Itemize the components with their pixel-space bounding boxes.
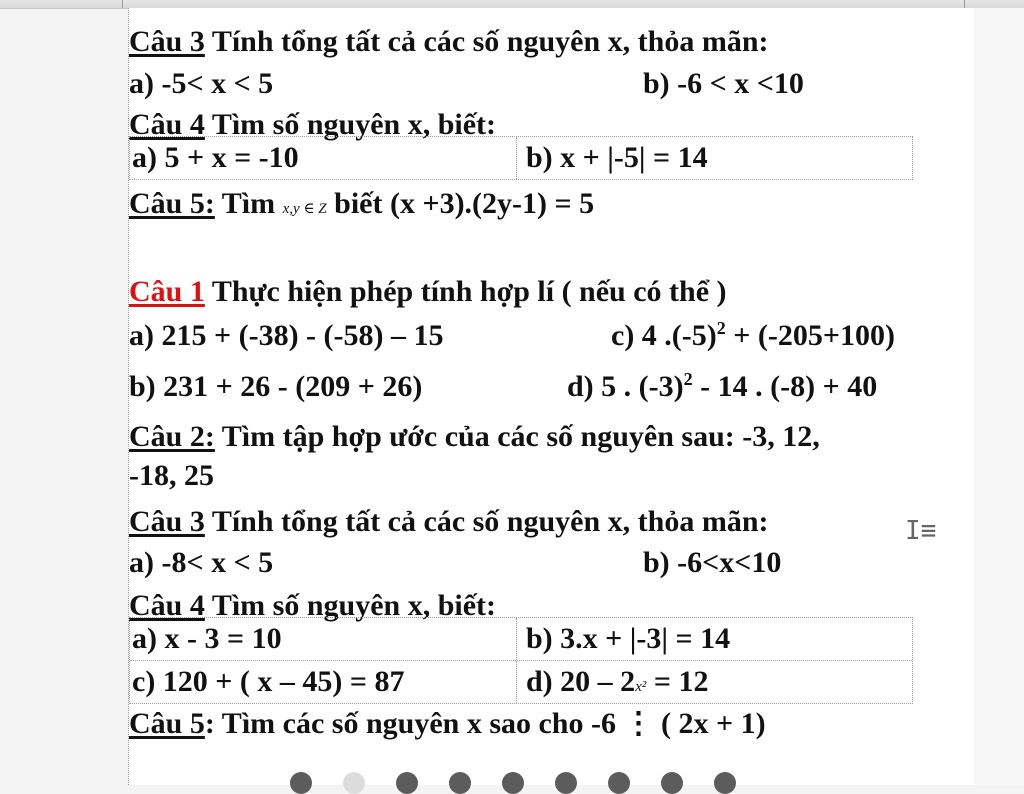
question-label: Câu 4 — [129, 589, 205, 622]
question-text: -18, 25 — [129, 459, 214, 492]
table-cell-a: a) x - 3 = 10 — [132, 622, 282, 655]
question-5 — [129, 706, 766, 742]
option-a: a) 215 + (-38) - (-58) – 15 — [129, 319, 444, 352]
option-b: b) 231 + 26 - (209 + 26) — [129, 370, 423, 403]
question-label: Câu 3 — [129, 505, 205, 538]
page-dot[interactable] — [343, 772, 365, 794]
document-page[interactable] — [128, 8, 975, 785]
page-dot[interactable] — [555, 772, 577, 794]
ruler-marker[interactable] — [964, 0, 965, 8]
option-b: b) -6<x<10 — [643, 546, 782, 579]
page-dot[interactable] — [396, 772, 418, 794]
option-a: a) -8< x < 5 — [129, 546, 274, 579]
question-text: Thực hiện phép tính hợp lí ( nếu có thể ) — [204, 275, 727, 308]
text-cursor-icon: I≡ — [905, 516, 937, 546]
question-5-top — [129, 186, 594, 227]
table-row — [130, 618, 912, 660]
question-label: Câu 4 — [129, 108, 205, 141]
page-dot[interactable] — [714, 772, 736, 794]
question-text: Tính tổng tất cả các số nguyên x, thỏa mãn: — [204, 25, 769, 58]
page-dot[interactable] — [290, 772, 312, 794]
question-1-row-2 — [129, 369, 878, 405]
table-cell-b: b) x + |-5| = 14 — [526, 141, 708, 174]
question-text: Tìm tập hợp ước của các số nguyên sau: -3, 12, — [214, 420, 820, 453]
table-cell-c: c) 120 + ( x – 45) = 87 — [132, 665, 405, 698]
option-b: b) -6 < x <10 — [643, 67, 804, 100]
option-d: d) 5 . $(-3)^2 - 14$ . (-8) + 40 — [567, 369, 878, 403]
table-cell-a: a) 5 + x = -10 — [132, 141, 299, 174]
table-row — [130, 660, 912, 703]
question-1 — [129, 274, 727, 310]
option-a: a) -5< x < 5 — [129, 67, 274, 100]
question-text: biết (x +3).(2y-1) = 5 — [326, 187, 595, 220]
question-4-table — [129, 617, 913, 704]
question-label: Câu 2: — [129, 420, 215, 453]
ruler-marker[interactable] — [122, 0, 123, 8]
question-text: Tính tổng tất cả các số nguyên x, thỏa mãn: — [204, 505, 769, 538]
page-dot[interactable] — [502, 772, 524, 794]
question-4-top-table — [129, 136, 913, 180]
right-margin — [974, 8, 1024, 785]
option-c: c) 4 $.(-5)^2 + (-205+100)$ — [611, 318, 895, 352]
question-label: Câu 5: — [129, 187, 215, 220]
question-text: Tìm số nguyên x, biết: — [204, 108, 497, 141]
page-dot[interactable] — [661, 772, 683, 794]
question-3-top — [129, 24, 769, 60]
question-label: Câu 3 — [129, 25, 205, 58]
question-label: Câu 1 — [129, 275, 205, 308]
question-1-row-1 — [129, 318, 895, 354]
question-3-top-options — [129, 66, 804, 102]
inline-formula: x,y ∈ Z — [282, 201, 327, 217]
question-2-continued — [129, 458, 214, 494]
question-2 — [129, 419, 820, 455]
question-3 — [129, 504, 769, 540]
page-dot[interactable] — [449, 772, 471, 794]
table-row — [130, 137, 912, 179]
page-dot[interactable] — [608, 772, 630, 794]
question-text: Tìm số nguyên x, biết: — [204, 589, 497, 622]
question-3-options — [129, 545, 782, 581]
question-text: : Tìm các số nguyên x sao cho -6 ⋮ ( 2x + 1) — [204, 707, 766, 740]
table-cell-d: d) 20 – 2x² = 12 — [526, 665, 709, 698]
table-cell-b: b) 3.x + |-3| = 14 — [526, 622, 731, 655]
question-label: Câu 5 — [129, 707, 205, 740]
question-text: Tìm — [214, 187, 283, 220]
